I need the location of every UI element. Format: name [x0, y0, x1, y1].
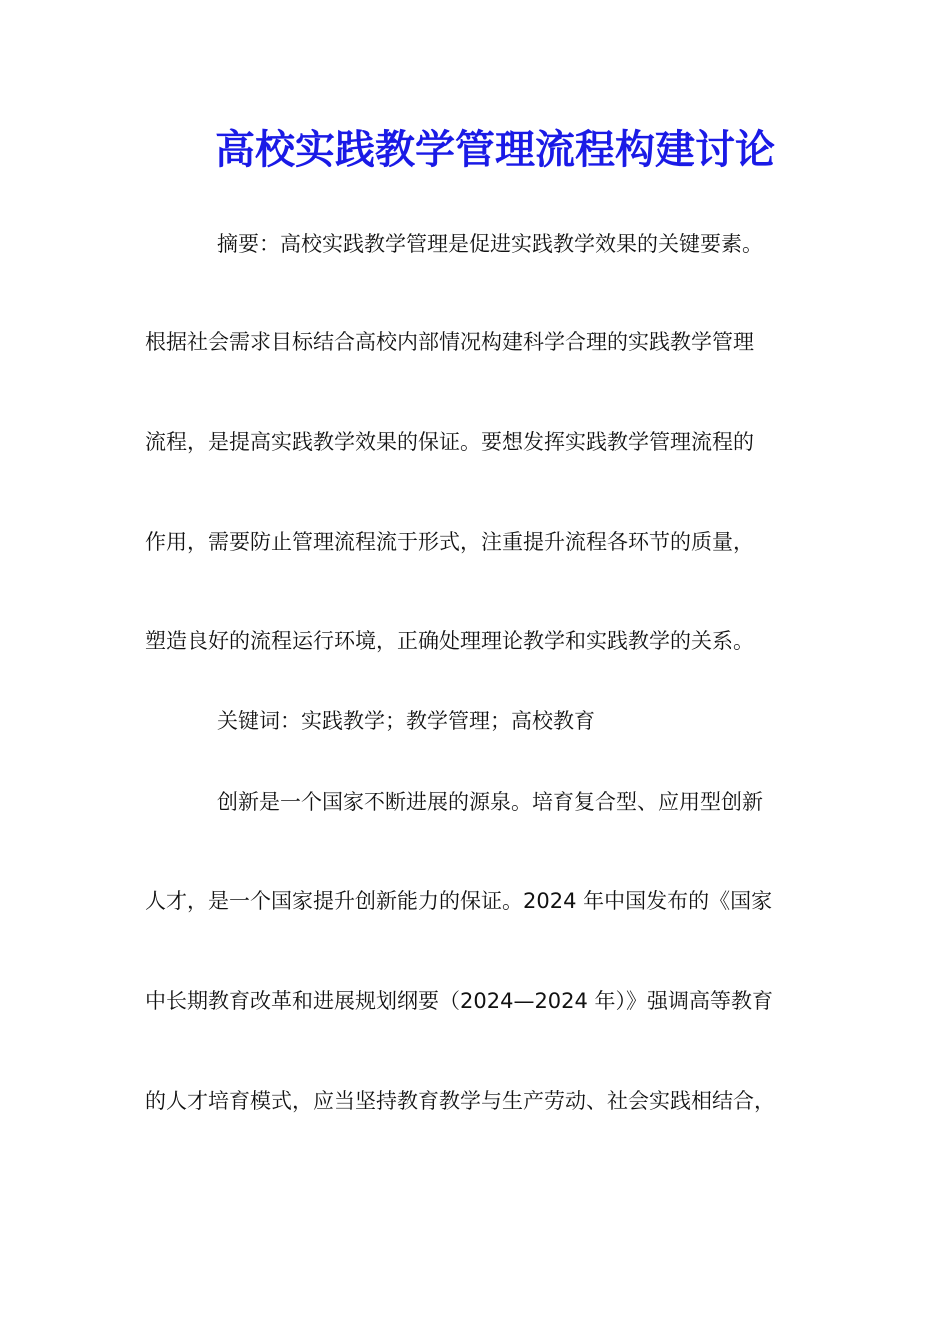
abstract-line-2: 根据社会需求目标结合高校内部情况构建科学合理的实践教学管理 — [145, 330, 754, 354]
document-title: 高校实践教学管理流程构建讨论 — [215, 126, 775, 173]
abstract-line-1: 摘要：高校实践教学管理是促进实践教学效果的关键要素。 — [217, 232, 763, 256]
body-line-1: 创新是一个国家不断进展的源泉。培育复合型、应用型创新 — [217, 790, 763, 814]
body-line-4: 的人才培育模式，应当坚持教育教学与生产劳动、社会实践相结合， — [145, 1089, 775, 1113]
abstract-line-4: 作用，需要防止管理流程流于形式，注重提升流程各环节的质量， — [145, 530, 754, 554]
abstract-line-3: 流程，是提高实践教学效果的保证。要想发挥实践教学管理流程的 — [145, 430, 754, 454]
abstract-line-5: 塑造良好的流程运行环境，正确处理理论教学和实践教学的关系。 — [145, 629, 754, 653]
body-line-3: 中长期教育改革和进展规划纲要（2024—2024 年）》强调高等教育 — [145, 989, 774, 1013]
keywords-line: 关键词：实践教学；教学管理；高校教育 — [217, 709, 595, 733]
body-line-2: 人才，是一个国家提升创新能力的保证。2024 年中国发布的《国家 — [145, 889, 773, 913]
